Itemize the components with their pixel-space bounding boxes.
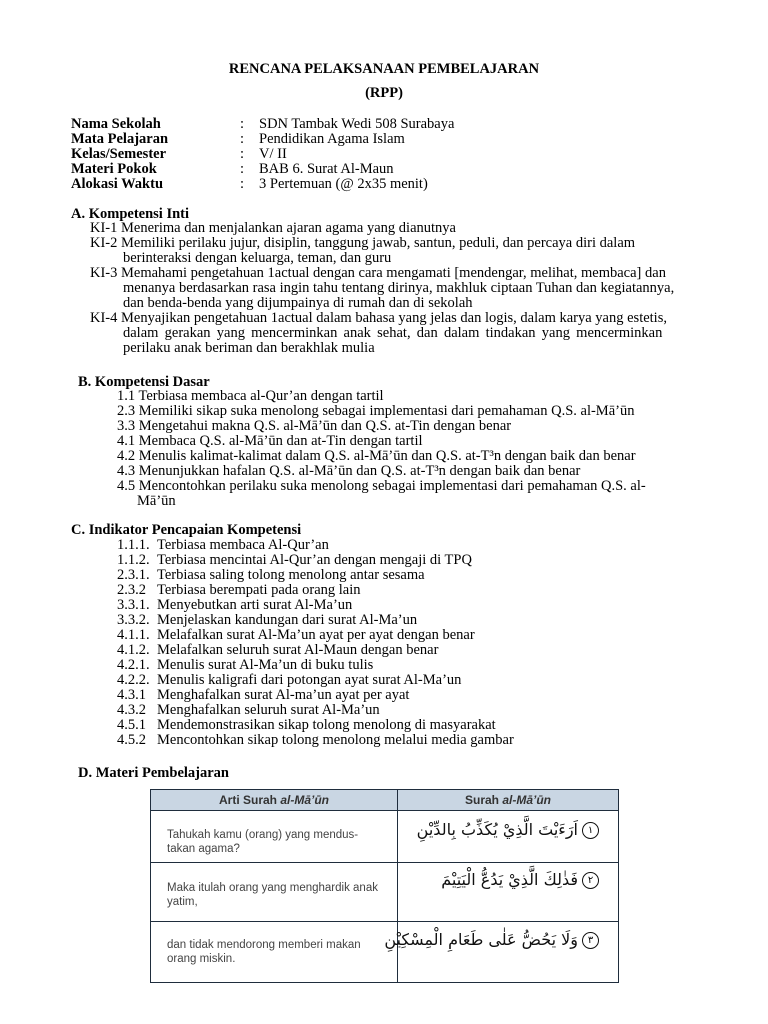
table-divider — [151, 862, 618, 863]
indicator-text: Menghafalkan seluruh surat Al-Ma’un — [157, 702, 380, 718]
arti-line: yatim, — [167, 896, 198, 908]
indicator-code: 3.3.2. — [117, 612, 150, 628]
indicator-item — [117, 733, 514, 748]
indicator-text: Menulis surat Al-Ma’un di buku tulis — [157, 657, 374, 673]
indicator-text: Menghafalkan surat Al-ma’un ayat per ayat — [157, 687, 410, 703]
indicator-item — [117, 553, 472, 568]
table-column-divider — [397, 790, 398, 982]
indicator-text: Menjelaskan kandungan dari surat Al-Ma’un — [157, 612, 418, 628]
identity-value: V/ II — [259, 146, 287, 162]
indicator-code: 2.3.1. — [117, 567, 150, 583]
identity-label: Materi Pokok — [71, 161, 157, 177]
kd-line: 4.3 Menunjukkan hafalan Q.S. al-Mā’ūn dan Q.S. at-T³n dengan baik dan benar — [117, 463, 581, 479]
indicator-code: 4.1.2. — [117, 642, 150, 658]
indicator-item — [117, 598, 352, 613]
table-row-arti — [167, 828, 358, 856]
indicator-code: 1.1.2. — [117, 552, 150, 568]
identity-row-topic — [71, 161, 671, 177]
indicator-item — [117, 673, 461, 688]
kd-line: 1.1 Terbiasa membaca al-Qur’an dengan tartil — [117, 388, 384, 404]
table-header-surah — [398, 790, 618, 810]
arti-line: Tahukah kamu (orang) yang mendus- — [167, 829, 359, 841]
header-arti-prefix: Arti Surah — [218, 793, 281, 807]
indicator-text: Menulis kaligrafi dari potongan ayat surat Al-Ma’un — [157, 672, 462, 688]
identity-colon: : — [240, 146, 245, 162]
indicator-code: 4.2.1. — [117, 657, 150, 673]
section-b-heading: B. Kompetensi Dasar — [78, 374, 210, 390]
identity-row-time — [71, 176, 671, 192]
ki-line: KI-4 Menyajikan pengetahuan 1actual dalam bahasa yang jelas dan logis, dalam karya yang estetis, — [90, 310, 667, 326]
identity-label: Kelas/Semester — [71, 146, 167, 162]
table-header-arti — [151, 790, 397, 810]
indicator-text: Menyebutkan arti surat Al-Ma’un — [157, 597, 353, 613]
ki-line: dan benda-benda yang dijumpainya di rumah dan di sekolah — [123, 295, 473, 311]
indicator-item — [117, 538, 329, 553]
indicator-code: 4.5.1 — [117, 717, 146, 733]
identity-colon: : — [240, 161, 245, 177]
kd-line: 4.1 Membaca Q.S. al-Mā’ūn dan at-Tin dengan tartil — [117, 433, 423, 449]
table-divider — [151, 921, 618, 922]
identity-value: BAB 6. Surat Al-Maun — [259, 161, 394, 177]
ki-line: berinteraksi dengan keluarga, teman, dan guru — [123, 250, 392, 266]
verse-number-badge: ٣ — [582, 932, 599, 949]
ki-line: KI-3 Memahami pengetahuan 1actual dengan cara mengamati [mendengar, melihat, membaca] dan — [90, 265, 666, 281]
indicator-item — [117, 703, 380, 718]
identity-colon: : — [240, 176, 245, 192]
indicator-text: Terbiasa membaca Al-Qur’an — [157, 537, 329, 553]
verse-number-badge: ١ — [582, 822, 599, 839]
ki-line: KI-1 Menerima dan menjalankan ajaran agama yang dianutnya — [90, 220, 456, 236]
arti-line: orang miskin. — [167, 953, 236, 965]
arabic-verse: اَرَءَيْتَ الَّذِيْ يُكَذِّبُ بِالدِّيْنِ — [416, 820, 578, 839]
indicator-text: Melafalkan seluruh surat Al-Maun dengan benar — [157, 642, 439, 658]
identity-label: Alokasi Waktu — [71, 176, 164, 192]
section-d-heading: D. Materi Pembelajaran — [78, 765, 229, 781]
identity-row-school — [71, 116, 671, 132]
kd-line: 4.5 Mencontohkan perilaku suka menolong sebagai implementasi dari pemahaman Q.S. al- — [117, 478, 646, 494]
identity-colon: : — [240, 116, 245, 132]
indicator-item — [117, 628, 475, 643]
indicator-code: 4.3.2 — [117, 702, 146, 718]
indicator-text: Mendemonstrasikan sikap tolong menolong di masyarakat — [157, 717, 496, 733]
arabic-verse: وَلَا يَحُضُّ عَلٰى طَعَامِ الْمِسْكِيْنِ — [384, 930, 578, 949]
table-row-arti — [167, 881, 378, 909]
indicator-code: 2.3.2 — [117, 582, 146, 598]
section-a-heading: A. Kompetensi Inti — [71, 206, 190, 222]
header-arti-italic: al-Mā’ūn — [280, 793, 329, 807]
header-surah-italic: al-Mā’ūn — [502, 793, 551, 807]
indicator-item — [117, 688, 409, 703]
ki-line: perilaku anak beriman dan berakhlak mulia — [123, 340, 375, 356]
arti-line: Maka itulah orang yang menghardik anak — [167, 882, 378, 894]
identity-label: Mata Pelajaran — [71, 131, 169, 147]
ki-line: menanya berdasarkan rasa ingin tahu tentang dirinya, makhluk ciptaan Tuhan dan kegiatannya, — [123, 280, 675, 296]
indicator-text: Terbiasa mencintai Al-Qur’an dengan mengaji di TPQ — [157, 552, 472, 568]
section-c-heading: C. Indikator Pencapaian Kompetensi — [71, 522, 302, 538]
kd-line: 3.3 Mengetahui makna Q.S. al-Mā’ūn dan Q.S. at-Tin dengan benar — [117, 418, 512, 434]
identity-row-subject — [71, 131, 671, 147]
materi-table — [150, 789, 619, 983]
verse-number-badge: ٢ — [582, 872, 599, 889]
indicator-item — [117, 568, 425, 583]
indicator-code: 4.5.2 — [117, 732, 146, 748]
indicator-item — [117, 718, 496, 733]
indicator-code: 1.1.1. — [117, 537, 150, 553]
identity-value: SDN Tambak Wedi 508 Surabaya — [259, 116, 455, 132]
table-row-arti — [167, 938, 361, 966]
identity-label: Nama Sekolah — [71, 116, 161, 132]
document-subtitle: (RPP) — [365, 85, 403, 101]
arabic-verse: فَذٰلِكَ الَّذِيْ يَدُعُّ الْيَتِيْمَ — [441, 870, 578, 889]
arti-line: takan agama? — [167, 843, 240, 855]
indicator-text: Melafalkan surat Al-Ma’un ayat per ayat dengan benar — [157, 627, 475, 643]
header-surah-prefix: Surah — [464, 793, 503, 807]
identity-row-class — [71, 146, 671, 162]
kd-line: 4.2 Menulis kalimat-kalimat dalam Q.S. al-Mā’ūn dan Q.S. at-T³n dengan baik dan benar — [117, 448, 636, 464]
indicator-code: 4.3.1 — [117, 687, 146, 703]
identity-colon: : — [240, 131, 245, 147]
indicator-code: 3.3.1. — [117, 597, 150, 613]
indicator-item — [117, 583, 361, 598]
identity-value: Pendidikan Agama Islam — [259, 131, 405, 147]
indicator-code: 4.2.2. — [117, 672, 150, 688]
indicator-text: Terbiasa saling tolong menolong antar sesama — [157, 567, 425, 583]
indicator-item — [117, 643, 438, 658]
identity-value: 3 Pertemuan (@ 2x35 menit) — [259, 176, 428, 192]
arti-line: dan tidak mendorong memberi makan — [167, 939, 361, 951]
table-divider — [151, 810, 618, 811]
indicator-code: 4.1.1. — [117, 627, 150, 643]
kd-line: 2.3 Memiliki sikap suka menolong sebagai implementasi dari pemahaman Q.S. al-Mā’ūn — [117, 403, 635, 419]
ki-line: dalam gerakan yang mencerminkan anak sehat, dan dalam tindakan yang mencerminkan — [123, 325, 663, 341]
indicator-text: Mencontohkan sikap tolong menolong melalui media gambar — [157, 732, 514, 748]
kd-line: Mā’ūn — [137, 493, 176, 509]
indicator-text: Terbiasa berempati pada orang lain — [157, 582, 361, 598]
indicator-item — [117, 613, 417, 628]
document-title: RENCANA PELAKSANAAN PEMBELAJARAN — [228, 61, 540, 77]
indicator-item — [117, 658, 373, 673]
ki-line: KI-2 Memiliki perilaku jujur, disiplin, tanggung jawab, santun, peduli, dan percaya diri dalam — [90, 235, 636, 251]
